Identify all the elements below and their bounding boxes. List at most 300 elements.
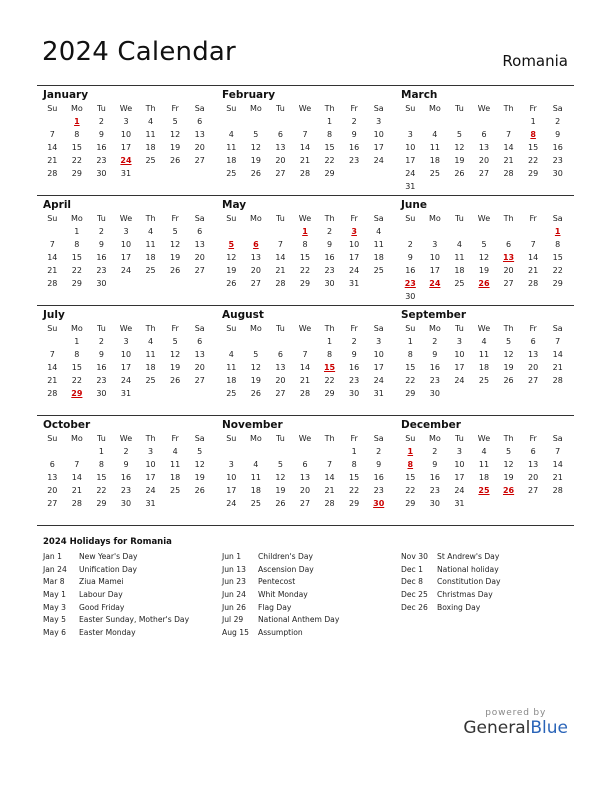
day: 21 xyxy=(47,266,58,275)
day: 19 xyxy=(454,156,465,165)
holiday-item xyxy=(43,589,189,602)
day: 23 xyxy=(120,486,132,495)
weekday-header: We xyxy=(477,434,491,443)
weekday-header: Mo xyxy=(428,104,441,113)
day: 26 xyxy=(250,389,261,398)
day: 11 xyxy=(226,143,237,152)
weekday-header: Tu xyxy=(97,104,106,113)
empty-day xyxy=(244,335,269,348)
holiday-name: Easter Monday xyxy=(79,628,136,638)
day: 26 xyxy=(170,376,181,385)
day: 5 xyxy=(172,227,178,236)
day: 11 xyxy=(250,473,261,482)
day: 28 xyxy=(47,389,58,398)
holiday-name: St Andrew's Day xyxy=(437,552,500,561)
day: 27 xyxy=(528,376,539,385)
holiday-item xyxy=(43,627,189,640)
weekday-header: Fr xyxy=(529,324,537,333)
month-days xyxy=(219,432,391,510)
day: 5 xyxy=(277,460,283,469)
holiday-date: Jun 24 xyxy=(222,590,246,600)
month-days xyxy=(40,322,212,400)
month-days xyxy=(398,322,570,400)
day: 10 xyxy=(454,460,465,469)
weekday-header: Fr xyxy=(350,104,358,113)
weekday-header: Fr xyxy=(171,434,179,443)
holiday-day: 5 xyxy=(228,240,235,249)
empty-day xyxy=(40,445,65,458)
day: 10 xyxy=(429,253,440,262)
day: 18 xyxy=(454,266,465,275)
day: 11 xyxy=(145,130,156,139)
day: 31 xyxy=(454,499,465,508)
day: 26 xyxy=(250,169,261,178)
holiday-name: Easter Sunday, Mother's Day xyxy=(79,615,190,625)
day: 17 xyxy=(373,143,384,152)
empty-day xyxy=(219,115,244,128)
day: 4 xyxy=(253,460,259,469)
day: 12 xyxy=(170,130,181,139)
day: 14 xyxy=(71,473,82,482)
holiday-date: May 6 xyxy=(43,628,66,638)
day: 30 xyxy=(349,389,360,398)
day: 4 xyxy=(481,337,487,346)
day: 23 xyxy=(552,156,563,165)
day: 5 xyxy=(253,350,259,359)
holiday-name: Labour Day xyxy=(79,590,123,600)
month-days xyxy=(40,102,212,180)
weekday-header: Su xyxy=(405,324,416,333)
holiday-item xyxy=(401,602,501,615)
month-august xyxy=(216,306,395,415)
day: 2 xyxy=(123,447,129,456)
day: 5 xyxy=(456,130,462,139)
day: 26 xyxy=(170,156,181,165)
day: 9 xyxy=(327,240,333,249)
day: 29 xyxy=(405,389,416,398)
day: 6 xyxy=(530,337,536,346)
day: 8 xyxy=(74,240,80,249)
day: 19 xyxy=(170,363,181,372)
day: 19 xyxy=(194,473,205,482)
day: 13 xyxy=(194,350,205,359)
month-march xyxy=(395,86,574,195)
country-name: Romania xyxy=(502,52,568,70)
day: 19 xyxy=(275,486,286,495)
empty-day xyxy=(496,115,521,128)
month-name: January xyxy=(43,89,89,101)
day: 27 xyxy=(194,156,205,165)
day: 24 xyxy=(145,486,156,495)
day: 15 xyxy=(405,473,416,482)
powered-by-text: powered by xyxy=(485,708,547,718)
weekday-header: Tu xyxy=(455,214,464,223)
day: 11 xyxy=(454,253,465,262)
day: 21 xyxy=(552,473,563,482)
bottom-rule xyxy=(37,525,574,526)
day: 13 xyxy=(528,350,539,359)
day: 16 xyxy=(349,143,360,152)
month-name: March xyxy=(401,89,438,101)
day: 8 xyxy=(351,460,357,469)
month-october xyxy=(37,416,216,525)
month-name: September xyxy=(401,309,467,321)
day: 1 xyxy=(74,337,80,346)
day: 18 xyxy=(145,253,156,262)
day: 6 xyxy=(197,337,203,346)
calendar-grid xyxy=(37,85,574,526)
day: 15 xyxy=(71,143,82,152)
holiday-date: Dec 25 xyxy=(401,590,428,600)
holiday-day: 1 xyxy=(407,447,414,456)
day: 25 xyxy=(250,499,261,508)
weekday-header: Sa xyxy=(552,104,563,113)
holiday-item xyxy=(222,564,339,577)
day: 27 xyxy=(528,486,539,495)
day: 10 xyxy=(373,350,384,359)
month-april xyxy=(37,196,216,305)
day: 7 xyxy=(555,337,561,346)
weekday-header: Mo xyxy=(249,324,262,333)
day: 25 xyxy=(226,169,237,178)
day: 1 xyxy=(530,117,536,126)
day: 5 xyxy=(253,130,259,139)
holiday-name: Boxing Day xyxy=(437,602,481,612)
month-june xyxy=(395,196,574,305)
holiday-name: Assumption xyxy=(258,628,303,638)
holiday-item xyxy=(43,602,189,615)
holiday-item xyxy=(401,551,501,564)
day: 19 xyxy=(250,156,261,165)
day: 12 xyxy=(454,143,465,152)
weekday-header: Th xyxy=(145,434,156,443)
month-name: August xyxy=(222,309,264,321)
weekday-header: Su xyxy=(405,104,416,113)
weekday-header: Th xyxy=(503,104,514,113)
holiday-name: National holiday xyxy=(437,564,499,574)
day: 17 xyxy=(405,156,416,165)
day: 13 xyxy=(194,240,205,249)
day: 25 xyxy=(454,279,465,288)
day: 24 xyxy=(454,376,465,385)
holiday-item xyxy=(43,551,189,564)
month-name: February xyxy=(222,89,276,101)
empty-day xyxy=(293,335,318,348)
day: 11 xyxy=(478,460,490,469)
day: 7 xyxy=(302,130,308,139)
day: 20 xyxy=(47,486,58,495)
month-days xyxy=(398,432,570,510)
weekday-header: Tu xyxy=(276,104,285,113)
day: 3 xyxy=(228,460,234,469)
empty-day xyxy=(219,225,244,238)
day: 11 xyxy=(145,350,156,359)
weekday-header: Su xyxy=(47,214,58,223)
day: 21 xyxy=(503,156,514,165)
day: 21 xyxy=(299,156,311,165)
weekday-header: Th xyxy=(324,434,335,443)
day: 29 xyxy=(324,169,335,178)
day: 30 xyxy=(96,169,107,178)
day: 24 xyxy=(349,266,360,275)
empty-day xyxy=(40,115,65,128)
day: 21 xyxy=(47,376,58,385)
day: 20 xyxy=(299,486,311,495)
day: 21 xyxy=(71,486,82,495)
month-december xyxy=(395,416,574,525)
day: 21 xyxy=(528,266,539,275)
day: 7 xyxy=(530,240,536,249)
holiday-name: Ziua Mamei xyxy=(79,577,124,587)
day: 22 xyxy=(324,156,335,165)
page-title: 2024 Calendar xyxy=(42,37,236,67)
month-days xyxy=(219,322,391,400)
day: 19 xyxy=(503,473,514,482)
day: 22 xyxy=(71,156,82,165)
day: 15 xyxy=(299,253,311,262)
holiday-day: 23 xyxy=(404,279,416,288)
weekday-header: Th xyxy=(503,214,514,223)
logo-general: General xyxy=(463,718,531,738)
day: 15 xyxy=(528,143,539,152)
weekday-header: Tu xyxy=(276,214,285,223)
month-may xyxy=(216,196,395,305)
weekday-header: Mo xyxy=(70,214,83,223)
holiday-date: Jun 13 xyxy=(222,564,246,574)
holiday-date: Aug 15 xyxy=(222,628,249,638)
day: 7 xyxy=(74,460,80,469)
day: 2 xyxy=(98,227,104,236)
holiday-item xyxy=(43,564,189,577)
day: 28 xyxy=(324,499,335,508)
day: 22 xyxy=(324,376,335,385)
day: 18 xyxy=(226,156,237,165)
holiday-column xyxy=(222,551,339,640)
empty-day xyxy=(398,225,423,238)
day: 16 xyxy=(429,363,440,372)
day: 30 xyxy=(120,499,132,508)
day: 30 xyxy=(429,389,440,398)
day: 12 xyxy=(194,460,205,469)
weekday-header: Fr xyxy=(171,324,179,333)
day: 28 xyxy=(299,169,311,178)
day: 26 xyxy=(170,266,181,275)
empty-day xyxy=(65,445,90,458)
day: 20 xyxy=(275,376,286,385)
month-row xyxy=(37,415,574,525)
day: 24 xyxy=(405,169,416,178)
day: 24 xyxy=(373,376,384,385)
day: 17 xyxy=(454,473,465,482)
day: 4 xyxy=(148,337,154,346)
day: 15 xyxy=(324,143,335,152)
day: 15 xyxy=(405,363,416,372)
day: 18 xyxy=(145,363,156,372)
weekday-header: Sa xyxy=(373,434,384,443)
day: 27 xyxy=(194,266,205,275)
day: 21 xyxy=(324,486,335,495)
day: 1 xyxy=(98,447,104,456)
day: 25 xyxy=(429,169,440,178)
day: 1 xyxy=(407,337,413,346)
day: 13 xyxy=(478,143,490,152)
day: 10 xyxy=(405,143,416,152)
empty-day xyxy=(293,115,318,128)
day: 8 xyxy=(74,130,80,139)
holiday-item xyxy=(43,576,189,589)
holiday-date: May 1 xyxy=(43,590,66,600)
day: 3 xyxy=(123,227,129,236)
holiday-day: 25 xyxy=(478,486,490,495)
day: 22 xyxy=(552,266,563,275)
day: 6 xyxy=(481,130,487,139)
day: 1 xyxy=(327,117,333,126)
weekday-header: Su xyxy=(47,434,58,443)
day: 9 xyxy=(98,240,104,249)
holiday-day: 1 xyxy=(554,227,561,236)
day: 4 xyxy=(148,227,154,236)
holiday-name: National Anthem Day xyxy=(258,615,340,625)
day: 6 xyxy=(302,460,308,469)
holiday-day: 26 xyxy=(502,486,515,495)
day: 5 xyxy=(506,337,512,346)
holiday-day: 1 xyxy=(302,227,308,236)
weekday-header: Fr xyxy=(529,104,537,113)
day: 31 xyxy=(145,499,156,508)
weekday-header: We xyxy=(477,324,491,333)
holiday-name: Children's Day xyxy=(258,552,314,561)
day: 23 xyxy=(349,156,360,165)
holiday-day: 29 xyxy=(71,389,83,398)
empty-day xyxy=(293,445,318,458)
holiday-day: 6 xyxy=(253,240,259,249)
day: 18 xyxy=(226,376,237,385)
holiday-name: Unification Day xyxy=(79,564,138,574)
weekday-header: Mo xyxy=(249,434,262,443)
day: 27 xyxy=(194,376,205,385)
month-january xyxy=(37,86,216,195)
weekday-header: Sa xyxy=(552,324,563,333)
empty-day xyxy=(472,115,497,128)
day: 25 xyxy=(373,266,384,275)
month-days xyxy=(398,212,570,303)
day: 15 xyxy=(349,473,360,482)
day: 28 xyxy=(299,389,311,398)
empty-day xyxy=(447,115,472,128)
holiday-day: 26 xyxy=(478,279,490,288)
day: 28 xyxy=(275,279,286,288)
day: 27 xyxy=(250,279,261,288)
day: 12 xyxy=(503,350,514,359)
holiday-date: Nov 30 xyxy=(401,552,428,561)
day: 12 xyxy=(503,460,514,469)
holiday-day: 13 xyxy=(502,253,515,262)
day: 2 xyxy=(98,117,104,126)
day: 29 xyxy=(528,169,539,178)
day: 2 xyxy=(432,337,438,346)
day: 9 xyxy=(98,350,104,359)
day: 29 xyxy=(405,499,416,508)
month-row xyxy=(37,85,574,195)
day: 5 xyxy=(172,337,178,346)
day: 14 xyxy=(299,363,311,372)
holiday-day: 8 xyxy=(530,130,536,139)
holiday-name: Constitution Day xyxy=(437,577,501,587)
weekday-header: We xyxy=(298,214,312,223)
day: 24 xyxy=(120,376,132,385)
day: 22 xyxy=(405,376,416,385)
holidays-title: 2024 Holidays for Romania xyxy=(43,537,172,547)
day: 1 xyxy=(74,227,80,236)
holiday-date: Jan 24 xyxy=(43,564,67,574)
day: 19 xyxy=(170,253,181,262)
day: 1 xyxy=(351,447,357,456)
day: 4 xyxy=(228,130,234,139)
day: 14 xyxy=(552,350,563,359)
weekday-header: Su xyxy=(405,434,416,443)
day: 2 xyxy=(432,447,438,456)
month-days xyxy=(40,212,212,290)
day: 23 xyxy=(429,486,440,495)
day: 3 xyxy=(407,130,413,139)
day: 14 xyxy=(528,253,539,262)
weekday-header: Tu xyxy=(455,324,464,333)
day: 12 xyxy=(226,253,237,262)
month-days xyxy=(40,432,212,510)
day: 3 xyxy=(123,117,129,126)
day: 29 xyxy=(349,499,360,508)
holiday-item xyxy=(222,589,339,602)
day: 11 xyxy=(429,143,440,152)
empty-day xyxy=(219,335,244,348)
empty-day xyxy=(398,115,423,128)
weekday-header: We xyxy=(298,104,312,113)
weekday-header: Mo xyxy=(70,324,83,333)
day: 27 xyxy=(275,389,286,398)
day: 14 xyxy=(275,253,286,262)
weekday-header: Th xyxy=(324,214,335,223)
day: 4 xyxy=(172,447,178,456)
day: 12 xyxy=(478,253,490,262)
day: 14 xyxy=(324,473,335,482)
weekday-header: Fr xyxy=(529,214,537,223)
weekday-header: Fr xyxy=(529,434,537,443)
holiday-name: Flag Day xyxy=(258,602,292,612)
day: 17 xyxy=(373,363,384,372)
day: 27 xyxy=(47,499,58,508)
generalblue-logo[interactable] xyxy=(463,718,568,738)
day: 16 xyxy=(349,363,360,372)
day: 24 xyxy=(373,156,384,165)
empty-day xyxy=(317,445,342,458)
day: 15 xyxy=(552,253,563,262)
holiday-day: 8 xyxy=(407,460,414,469)
day: 19 xyxy=(478,266,490,275)
holiday-item xyxy=(401,564,501,577)
day: 6 xyxy=(197,117,203,126)
weekday-header: We xyxy=(298,434,312,443)
day: 18 xyxy=(250,486,261,495)
day: 25 xyxy=(226,389,237,398)
day: 29 xyxy=(299,279,311,288)
weekday-header: Sa xyxy=(373,104,384,113)
day: 30 xyxy=(96,279,107,288)
day: 23 xyxy=(373,486,384,495)
holiday-item xyxy=(222,551,339,564)
day: 18 xyxy=(478,473,490,482)
empty-day xyxy=(268,335,293,348)
holiday-name: Christmas Day xyxy=(437,590,493,600)
